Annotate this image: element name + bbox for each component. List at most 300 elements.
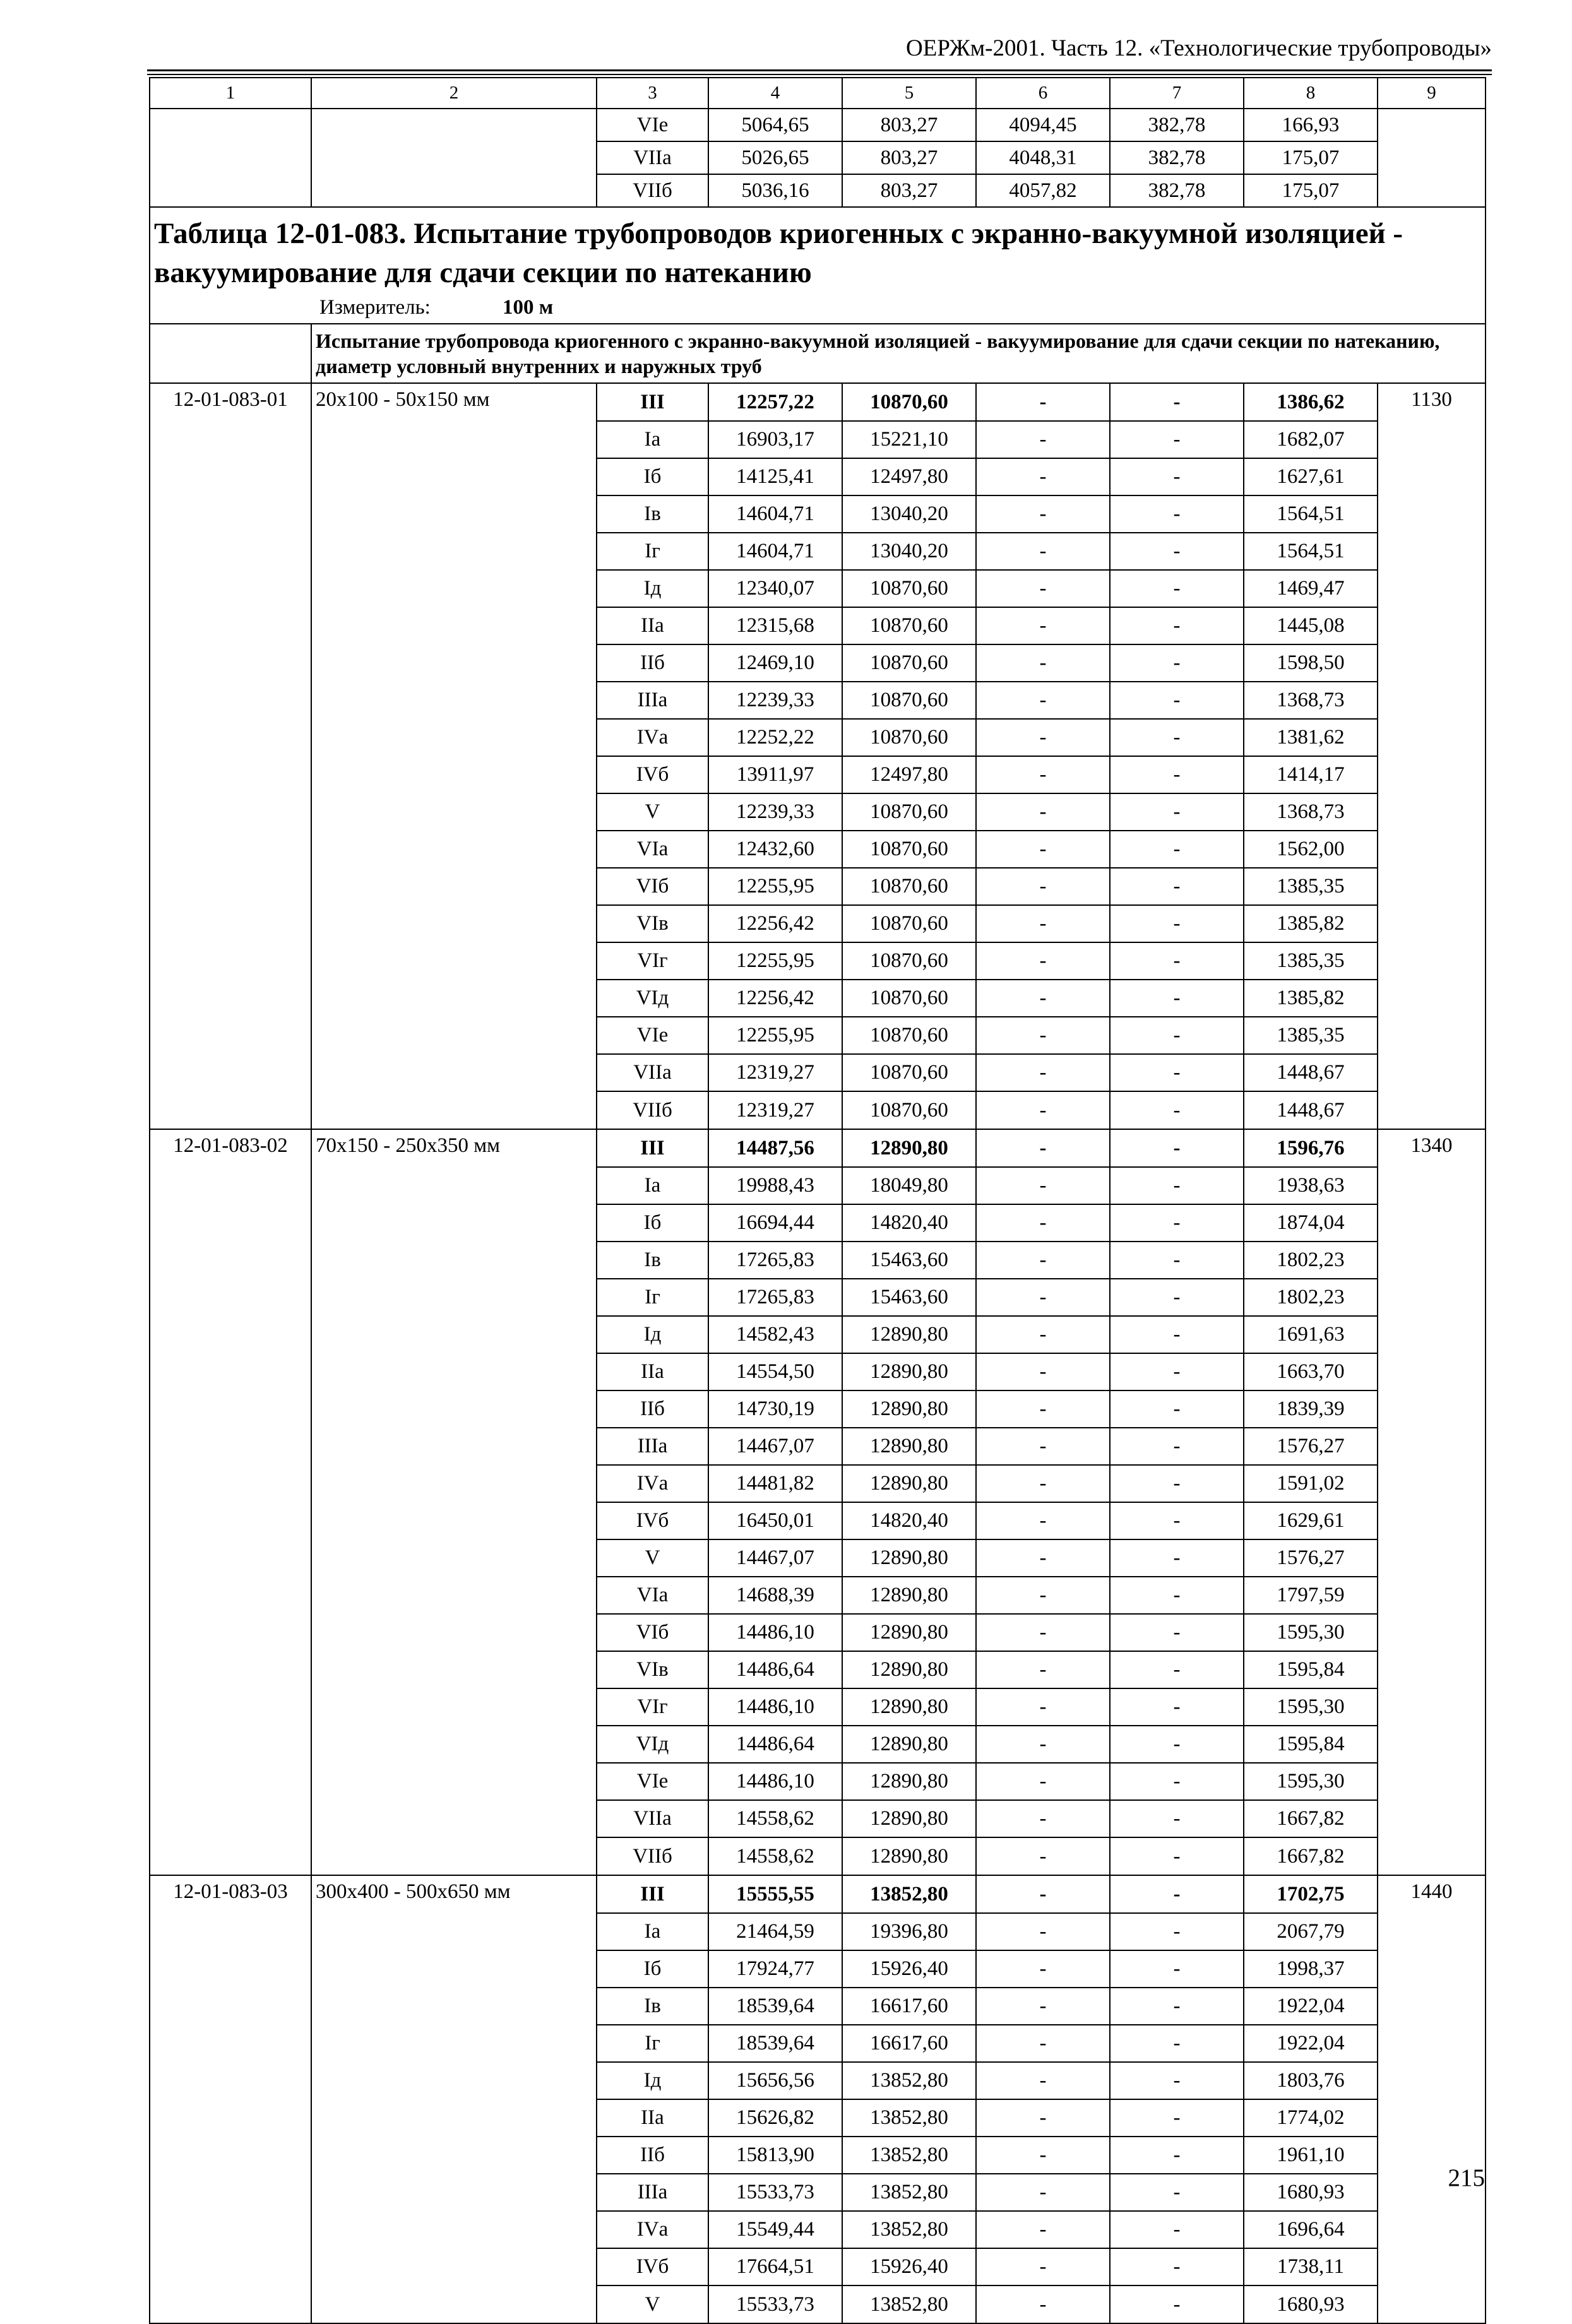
value-cell: 14467,07 — [708, 1539, 842, 1577]
pipe-size-empty — [311, 1913, 597, 1950]
labor-norm-empty — [1378, 607, 1486, 644]
rate-code-empty — [150, 793, 311, 831]
rate-code-empty — [150, 2248, 311, 2285]
pipe-size-empty — [311, 1390, 597, 1428]
value-cell: - — [1110, 383, 1244, 421]
value-cell: 18539,64 — [708, 1988, 842, 2025]
zone-cell: IVа — [597, 1465, 708, 1502]
value-cell: 13852,80 — [842, 2211, 976, 2248]
value-cell: 10870,60 — [842, 570, 976, 607]
pipe-size-empty — [311, 2025, 597, 2062]
value-cell: 10870,60 — [842, 1091, 976, 1129]
rate-code-empty — [150, 644, 311, 682]
value-cell: 4048,31 — [976, 141, 1110, 174]
value-cell: 14125,41 — [708, 458, 842, 495]
table-row — [150, 2211, 1486, 2248]
value-cell: - — [976, 1242, 1110, 1279]
rate-code-empty — [150, 2137, 311, 2174]
table-title-row — [150, 207, 1486, 324]
zone-cell: IVа — [597, 2211, 708, 2248]
table-row — [150, 2285, 1486, 2323]
value-cell: 1368,73 — [1244, 682, 1378, 719]
labor-norm-empty — [1378, 831, 1486, 868]
column-number: 5 — [842, 78, 976, 109]
value-cell: 16617,60 — [842, 1988, 976, 2025]
value-cell: 12340,07 — [708, 570, 842, 607]
table-row — [150, 141, 1486, 174]
value-cell: - — [1110, 719, 1244, 756]
value-cell: 14730,19 — [708, 1390, 842, 1428]
value-cell: 1445,08 — [1244, 607, 1378, 644]
value-cell: 12890,80 — [842, 1428, 976, 1465]
value-cell: - — [1110, 1428, 1244, 1465]
value-cell: 10870,60 — [842, 1017, 976, 1054]
table-row — [150, 1950, 1486, 1988]
value-cell: 10870,60 — [842, 682, 976, 719]
value-cell: 14582,43 — [708, 1316, 842, 1353]
zone-cell: VIIб — [597, 174, 708, 207]
value-cell: - — [1110, 1913, 1244, 1950]
zone-cell: VIг — [597, 1688, 708, 1726]
norm-cell-empty — [1378, 174, 1486, 207]
labor-norm-empty — [1378, 458, 1486, 495]
value-cell: - — [976, 421, 1110, 458]
value-cell: - — [1110, 1577, 1244, 1614]
pipe-size-empty — [311, 1353, 597, 1390]
value-cell: - — [976, 2285, 1110, 2323]
pipe-size-empty — [311, 533, 597, 570]
value-cell: 10870,60 — [842, 1054, 976, 1091]
value-cell: - — [976, 719, 1110, 756]
value-cell: 1738,11 — [1244, 2248, 1378, 2285]
rate-code-empty — [150, 1428, 311, 1465]
description-spacer — [150, 324, 311, 383]
rate-code-empty — [150, 2099, 311, 2137]
value-cell: - — [976, 1129, 1110, 1167]
header-rule — [147, 69, 1492, 71]
value-cell: 1595,30 — [1244, 1614, 1378, 1651]
zone-cell: IIб — [597, 644, 708, 682]
pipe-size-empty — [311, 1242, 597, 1279]
pipe-size-empty — [311, 831, 597, 868]
rate-code-empty — [150, 1577, 311, 1614]
value-cell: - — [1110, 831, 1244, 868]
value-cell: - — [1110, 1988, 1244, 2025]
value-cell: - — [976, 1539, 1110, 1577]
zone-cell: VIIб — [597, 1091, 708, 1129]
column-number-row — [150, 78, 1486, 109]
value-cell: 1448,67 — [1244, 1091, 1378, 1129]
pipe-size-empty — [311, 1614, 597, 1651]
labor-norm-empty — [1378, 1800, 1486, 1837]
value-cell: 17664,51 — [708, 2248, 842, 2285]
value-cell: 175,07 — [1244, 174, 1378, 207]
value-cell: 1998,37 — [1244, 1950, 1378, 1988]
table-row — [150, 1167, 1486, 1204]
value-cell: 15626,82 — [708, 2099, 842, 2137]
rate-code-empty — [150, 570, 311, 607]
value-cell: - — [1110, 1091, 1244, 1129]
name-cell-empty — [311, 141, 597, 174]
labor-norm-empty — [1378, 533, 1486, 570]
table-row — [150, 533, 1486, 570]
zone-cell: IIа — [597, 1353, 708, 1390]
rate-code-empty — [150, 1726, 311, 1763]
rate-code-empty — [150, 1913, 311, 1950]
value-cell: - — [1110, 1316, 1244, 1353]
running-header: ОЕРЖм-2001. Часть 12. «Технологические трубопроводы» — [906, 35, 1492, 61]
rate-code-empty — [150, 1390, 311, 1428]
zone-cell: IIа — [597, 607, 708, 644]
value-cell: - — [1110, 1167, 1244, 1204]
zone-cell: VIе — [597, 1017, 708, 1054]
value-cell: 17265,83 — [708, 1279, 842, 1316]
value-cell: - — [1110, 533, 1244, 570]
value-cell: - — [1110, 2137, 1244, 2174]
labor-norm-empty — [1378, 1091, 1486, 1129]
value-cell: 1385,35 — [1244, 942, 1378, 980]
labor-norm: 1440 — [1378, 1875, 1486, 1913]
value-cell: - — [976, 1279, 1110, 1316]
labor-norm-empty — [1378, 1913, 1486, 1950]
pipe-size-empty — [311, 1465, 597, 1502]
value-cell: - — [1110, 421, 1244, 458]
labor-norm-empty — [1378, 1316, 1486, 1353]
labor-norm-empty — [1378, 1688, 1486, 1726]
value-cell: 1682,07 — [1244, 421, 1378, 458]
rate-code-empty — [150, 831, 311, 868]
value-cell: 12890,80 — [842, 1390, 976, 1428]
labor-norm-empty — [1378, 495, 1486, 533]
value-cell: 15463,60 — [842, 1279, 976, 1316]
value-cell: 803,27 — [842, 174, 976, 207]
value-cell: 12890,80 — [842, 1465, 976, 1502]
value-cell: 16617,60 — [842, 2025, 976, 2062]
pipe-size-empty — [311, 2099, 597, 2137]
value-cell: - — [976, 495, 1110, 533]
rate-code-empty — [150, 1837, 311, 1875]
value-cell: 10870,60 — [842, 644, 976, 682]
pipe-size-empty — [311, 421, 597, 458]
table-description: Испытание трубопровода криогенного с экранно-вакуумной изоляцией - вакуумирование для сдачи секции по натеканию, диаметр условный внутренних и наружных труб — [311, 324, 1486, 383]
labor-norm-empty — [1378, 570, 1486, 607]
value-cell: - — [976, 644, 1110, 682]
value-cell: 1385,82 — [1244, 980, 1378, 1017]
value-cell: 15533,73 — [708, 2285, 842, 2323]
table-row — [150, 756, 1486, 793]
table-row — [150, 868, 1486, 905]
table-row — [150, 1837, 1486, 1875]
zone-cell: IIIа — [597, 682, 708, 719]
table-row — [150, 570, 1486, 607]
pipe-size-empty — [311, 756, 597, 793]
value-cell: - — [1110, 1837, 1244, 1875]
table-row — [150, 1017, 1486, 1054]
labor-norm-empty — [1378, 793, 1486, 831]
value-cell: 5026,65 — [708, 141, 842, 174]
rate-code-empty — [150, 2174, 311, 2211]
value-cell: - — [1110, 2025, 1244, 2062]
value-cell: 12256,42 — [708, 980, 842, 1017]
rate-code-empty — [150, 868, 311, 905]
value-cell: - — [976, 1577, 1110, 1614]
table-row — [150, 1577, 1486, 1614]
value-cell: - — [1110, 2211, 1244, 2248]
value-cell: 12256,42 — [708, 905, 842, 942]
zone-cell: Iб — [597, 1204, 708, 1242]
value-cell: - — [976, 458, 1110, 495]
table-row — [150, 1502, 1486, 1539]
table-row — [150, 942, 1486, 980]
value-cell: - — [1110, 458, 1244, 495]
table-row — [150, 1614, 1486, 1651]
table-row — [150, 793, 1486, 831]
labor-norm-empty — [1378, 1726, 1486, 1763]
value-cell: 1922,04 — [1244, 1988, 1378, 2025]
page-number: 215 — [1448, 2164, 1485, 2191]
pipe-size-empty — [311, 570, 597, 607]
value-cell: - — [976, 980, 1110, 1017]
value-cell: - — [1110, 942, 1244, 980]
value-cell: 17265,83 — [708, 1242, 842, 1279]
value-cell: - — [1110, 1353, 1244, 1390]
value-cell: 12890,80 — [842, 1726, 976, 1763]
value-cell: 1562,00 — [1244, 831, 1378, 868]
value-cell: 1667,82 — [1244, 1837, 1378, 1875]
value-cell: 12239,33 — [708, 682, 842, 719]
table-row — [150, 1204, 1486, 1242]
rate-code-empty — [150, 1651, 311, 1688]
value-cell: 15656,56 — [708, 2062, 842, 2099]
column-number: 8 — [1244, 78, 1378, 109]
value-cell: 1627,61 — [1244, 458, 1378, 495]
zone-cell: VIе — [597, 109, 708, 141]
table-row — [150, 109, 1486, 141]
pipe-size-empty — [311, 1651, 597, 1688]
zone-cell: Iг — [597, 1279, 708, 1316]
name-cell-empty — [311, 109, 597, 141]
value-cell: - — [976, 942, 1110, 980]
value-cell: 1595,30 — [1244, 1763, 1378, 1800]
labor-norm-empty — [1378, 1577, 1486, 1614]
table-row — [150, 719, 1486, 756]
value-cell: 14486,64 — [708, 1726, 842, 1763]
table-row — [150, 682, 1486, 719]
value-cell: 1663,70 — [1244, 1353, 1378, 1390]
value-cell: 1667,82 — [1244, 1800, 1378, 1837]
value-cell: 12890,80 — [842, 1688, 976, 1726]
table-row — [150, 1390, 1486, 1428]
value-cell: - — [976, 1091, 1110, 1129]
zone-cell: VIIб — [597, 1837, 708, 1875]
pipe-size-empty — [311, 1316, 597, 1353]
value-cell: 1576,27 — [1244, 1428, 1378, 1465]
rates-table — [149, 77, 1486, 2324]
table-row — [150, 2062, 1486, 2099]
value-cell: - — [976, 607, 1110, 644]
code-cell-empty — [150, 174, 311, 207]
table-row — [150, 1800, 1486, 1837]
value-cell: 1680,93 — [1244, 2174, 1378, 2211]
zone-cell: IIа — [597, 2099, 708, 2137]
meter-value: 100 м — [503, 296, 554, 319]
table-row — [150, 831, 1486, 868]
table-row — [150, 980, 1486, 1017]
value-cell: - — [976, 682, 1110, 719]
value-cell: 382,78 — [1110, 141, 1244, 174]
zone-cell: Iа — [597, 421, 708, 458]
zone-cell: Iа — [597, 1167, 708, 1204]
table-row — [150, 1279, 1486, 1316]
value-cell: - — [1110, 1017, 1244, 1054]
value-cell: - — [976, 793, 1110, 831]
pipe-size-empty — [311, 2248, 597, 2285]
value-cell: 15813,90 — [708, 2137, 842, 2174]
zone-cell: VIIа — [597, 141, 708, 174]
zone-cell: VIб — [597, 1614, 708, 1651]
table-row — [150, 1539, 1486, 1577]
value-cell: 1961,10 — [1244, 2137, 1378, 2174]
rate-code-empty — [150, 1539, 311, 1577]
rate-code-empty — [150, 1502, 311, 1539]
value-cell: 14486,64 — [708, 1651, 842, 1688]
table-row — [150, 1726, 1486, 1763]
norm-cell-empty — [1378, 109, 1486, 141]
pipe-size-empty — [311, 1800, 597, 1837]
pipe-size-empty — [311, 1204, 597, 1242]
pipe-size-empty — [311, 719, 597, 756]
zone-cell: Iг — [597, 533, 708, 570]
value-cell: - — [976, 1167, 1110, 1204]
table-row — [150, 1428, 1486, 1465]
zone-cell: VIIа — [597, 1054, 708, 1091]
value-cell: - — [976, 2211, 1110, 2248]
norm-cell-empty — [1378, 141, 1486, 174]
value-cell: 12255,95 — [708, 868, 842, 905]
value-cell: 15533,73 — [708, 2174, 842, 2211]
table-title-cell — [150, 207, 1486, 324]
value-cell: 1564,51 — [1244, 533, 1378, 570]
pipe-size-empty — [311, 644, 597, 682]
pipe-size-empty — [311, 607, 597, 644]
rate-code-empty — [150, 1204, 311, 1242]
value-cell: - — [976, 868, 1110, 905]
pipe-size-empty — [311, 2285, 597, 2323]
rate-code-empty — [150, 1316, 311, 1353]
labor-norm-empty — [1378, 2099, 1486, 2137]
rate-code-empty — [150, 1614, 311, 1651]
value-cell: 1595,84 — [1244, 1651, 1378, 1688]
zone-cell: III — [597, 383, 708, 421]
table-row — [150, 1091, 1486, 1129]
value-cell: 1702,75 — [1244, 1875, 1378, 1913]
meter-label: Измеритель: — [319, 296, 431, 319]
labor-norm-empty — [1378, 421, 1486, 458]
pipe-size-empty — [311, 2137, 597, 2174]
value-cell: 14688,39 — [708, 1577, 842, 1614]
value-cell: 10870,60 — [842, 607, 976, 644]
value-cell: - — [1110, 1390, 1244, 1428]
rate-code: 12-01-083-02 — [150, 1129, 311, 1167]
labor-norm-empty — [1378, 1242, 1486, 1279]
value-cell: 1596,76 — [1244, 1129, 1378, 1167]
zone-cell: IIIа — [597, 1428, 708, 1465]
value-cell: - — [1110, 868, 1244, 905]
zone-cell: III — [597, 1129, 708, 1167]
table-row — [150, 174, 1486, 207]
value-cell: 12497,80 — [842, 458, 976, 495]
table-row — [150, 421, 1486, 458]
zone-cell: Iб — [597, 458, 708, 495]
labor-norm-empty — [1378, 1390, 1486, 1428]
value-cell: - — [976, 905, 1110, 942]
rate-code-empty — [150, 607, 311, 644]
value-cell: 12890,80 — [842, 1353, 976, 1390]
value-cell: - — [1110, 1763, 1244, 1800]
column-number: 2 — [311, 78, 597, 109]
value-cell: 1385,35 — [1244, 868, 1378, 905]
value-cell: 12252,22 — [708, 719, 842, 756]
rate-code: 12-01-083-03 — [150, 1875, 311, 1913]
value-cell: - — [976, 1316, 1110, 1353]
labor-norm-empty — [1378, 1837, 1486, 1875]
labor-norm-empty — [1378, 644, 1486, 682]
value-cell: 10870,60 — [842, 905, 976, 942]
pipe-size-empty — [311, 868, 597, 905]
rate-code-empty — [150, 1950, 311, 1988]
value-cell: 1691,63 — [1244, 1316, 1378, 1353]
value-cell: - — [976, 2174, 1110, 2211]
pipe-size-empty — [311, 495, 597, 533]
table-row — [150, 1316, 1486, 1353]
value-cell: 14486,10 — [708, 1614, 842, 1651]
labor-norm-empty — [1378, 2062, 1486, 2099]
labor-norm-empty — [1378, 1763, 1486, 1800]
zone-cell: Iв — [597, 495, 708, 533]
zone-cell: IVб — [597, 2248, 708, 2285]
value-cell: 1576,27 — [1244, 1539, 1378, 1577]
value-cell: 13040,20 — [842, 495, 976, 533]
table-row — [150, 1763, 1486, 1800]
table-row — [150, 644, 1486, 682]
column-number: 1 — [150, 78, 311, 109]
value-cell: 1595,84 — [1244, 1726, 1378, 1763]
value-cell: 12890,80 — [842, 1539, 976, 1577]
value-cell: - — [1110, 2248, 1244, 2285]
rate-code-empty — [150, 1242, 311, 1279]
zone-cell: VIд — [597, 980, 708, 1017]
value-cell: 14604,71 — [708, 495, 842, 533]
pipe-size-empty — [311, 1988, 597, 2025]
labor-norm-empty — [1378, 719, 1486, 756]
value-cell: - — [976, 756, 1110, 793]
table-row — [150, 1242, 1486, 1279]
rate-code-empty — [150, 2285, 311, 2323]
value-cell: 1448,67 — [1244, 1054, 1378, 1091]
value-cell: 10870,60 — [842, 719, 976, 756]
labor-norm: 1340 — [1378, 1129, 1486, 1167]
value-cell: - — [976, 1950, 1110, 1988]
value-cell: - — [976, 1353, 1110, 1390]
value-cell: 14820,40 — [842, 1204, 976, 1242]
value-cell: - — [1110, 1614, 1244, 1651]
value-cell: - — [1110, 682, 1244, 719]
pipe-size-empty — [311, 1017, 597, 1054]
value-cell: 1381,62 — [1244, 719, 1378, 756]
labor-norm-empty — [1378, 2285, 1486, 2323]
value-cell: 1803,76 — [1244, 2062, 1378, 2099]
value-cell: 1802,23 — [1244, 1279, 1378, 1316]
